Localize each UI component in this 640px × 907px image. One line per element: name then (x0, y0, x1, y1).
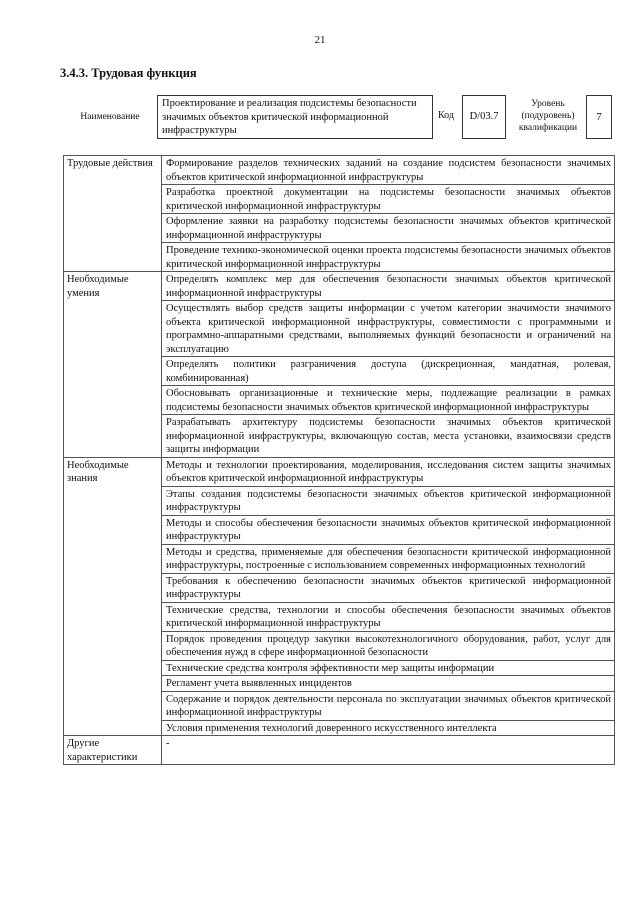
section-item-cell: Формирование разделов технических заданий на создание подсистем безопасности значимых объектов критической информационной инфраструктуры (162, 156, 615, 185)
code-label: Код (438, 110, 454, 121)
qualification-level-label: Уровень (подуровень) квалификации (518, 99, 578, 133)
section-item-cell: Регламент учета выявленных инцидентов (162, 676, 615, 692)
section-item-cell: - (162, 736, 615, 765)
section-item-cell: Технические средства, технологии и способы обеспечения безопасности значимых объектов критической информационной инфраструктуры (162, 602, 615, 631)
section-item-cell: Этапы создания подсистемы безопасности значимых объектов критической информационной инфраструктуры (162, 486, 615, 515)
section-title: 3.4.3. Трудовая функция (60, 66, 197, 80)
qualification-level-box: 7 (586, 95, 612, 139)
section-item-cell: Проведение технико-экономической оценки проекта подсистемы безопасности значимых объектов критической информационной инфраструктуры (162, 243, 615, 272)
section-item-cell: Порядок проведения процедур закупки высокотехнологичного оборудования, работ, услуг для обеспечения нужд в сфере информационной безопасности (162, 631, 615, 660)
section-item-cell: Осуществлять выбор средств защиты информации с учетом категории значимости значимого объекта критической информационной инфраструктуры, совместимости с программными и программно-аппаратными средствами, выполняемых функций безопасности и ограничений на эксплуатацию (162, 301, 615, 357)
page-number: 21 (314, 34, 326, 46)
table-row (64, 156, 615, 185)
table-row (64, 457, 615, 486)
section-title-cell: Другие характеристики (64, 736, 162, 765)
section-item-cell: Оформление заявки на разработку подсистемы безопасности значимых объектов критической информационной инфраструктуры (162, 214, 615, 243)
section-title-cell: Необходимые умения (64, 272, 162, 458)
section-item-cell: Определять политики разграничения доступа (дискреционная, мандатная, ролевая, комбинированная) (162, 357, 615, 386)
section-item-cell: Разрабатывать архитектуру подсистемы безопасности значимых объектов критической информационной инфраструктуры, включающую состав, места установки, взаимосвязи средств защиты информации (162, 415, 615, 458)
section-item-cell: Обосновывать организационные и технические меры, подлежащие реализации в рамках подсистемы безопасности значимых объектов критической информационной инфраструктуры (162, 386, 615, 415)
section-item-cell: Разработка проектной документации на подсистемы безопасности значимых объектов критической информационной инфраструктуры (162, 185, 615, 214)
section-item-cell: Методы и технологии проектирования, моделирования, исследования систем защиты значимых объектов критической информационной инфраструктуры (162, 457, 615, 486)
section-item-cell: Условия применения технологий доверенного искусственного интеллекта (162, 720, 615, 736)
section-item-cell: Технические средства контроля эффективности мер защиты информации (162, 660, 615, 676)
name-label: Наименование (80, 112, 140, 122)
section-item-cell: Методы и средства, применяемые для обеспечения безопасности критической информационной инфраструктуры, построенные с использованием современных информационных технологий (162, 544, 615, 573)
section-item-cell: Требования к обеспечению безопасности значимых объектов критической информационной инфраструктуры (162, 573, 615, 602)
code-value-box: D/03.7 (462, 95, 506, 139)
section-item-cell: Содержание и порядок деятельности персонала по эксплуатации значимых объектов критической информационной инфраструктуры (162, 691, 615, 720)
table-row (64, 736, 615, 765)
section-title-cell: Необходимые знания (64, 457, 162, 736)
function-details-table (63, 155, 615, 765)
section-title-cell: Трудовые действия (64, 156, 162, 272)
section-item-cell: Методы и способы обеспечения безопасности значимых объектов критической информационной инфраструктуры (162, 515, 615, 544)
table-row (64, 272, 615, 301)
section-item-cell: Определять комплекс мер для обеспечения безопасности значимых объектов критической информационной инфраструктуры (162, 272, 615, 301)
function-name-box: Проектирование и реализация подсистемы безопасности значимых объектов критической информационной инфраструктуры (157, 95, 433, 139)
